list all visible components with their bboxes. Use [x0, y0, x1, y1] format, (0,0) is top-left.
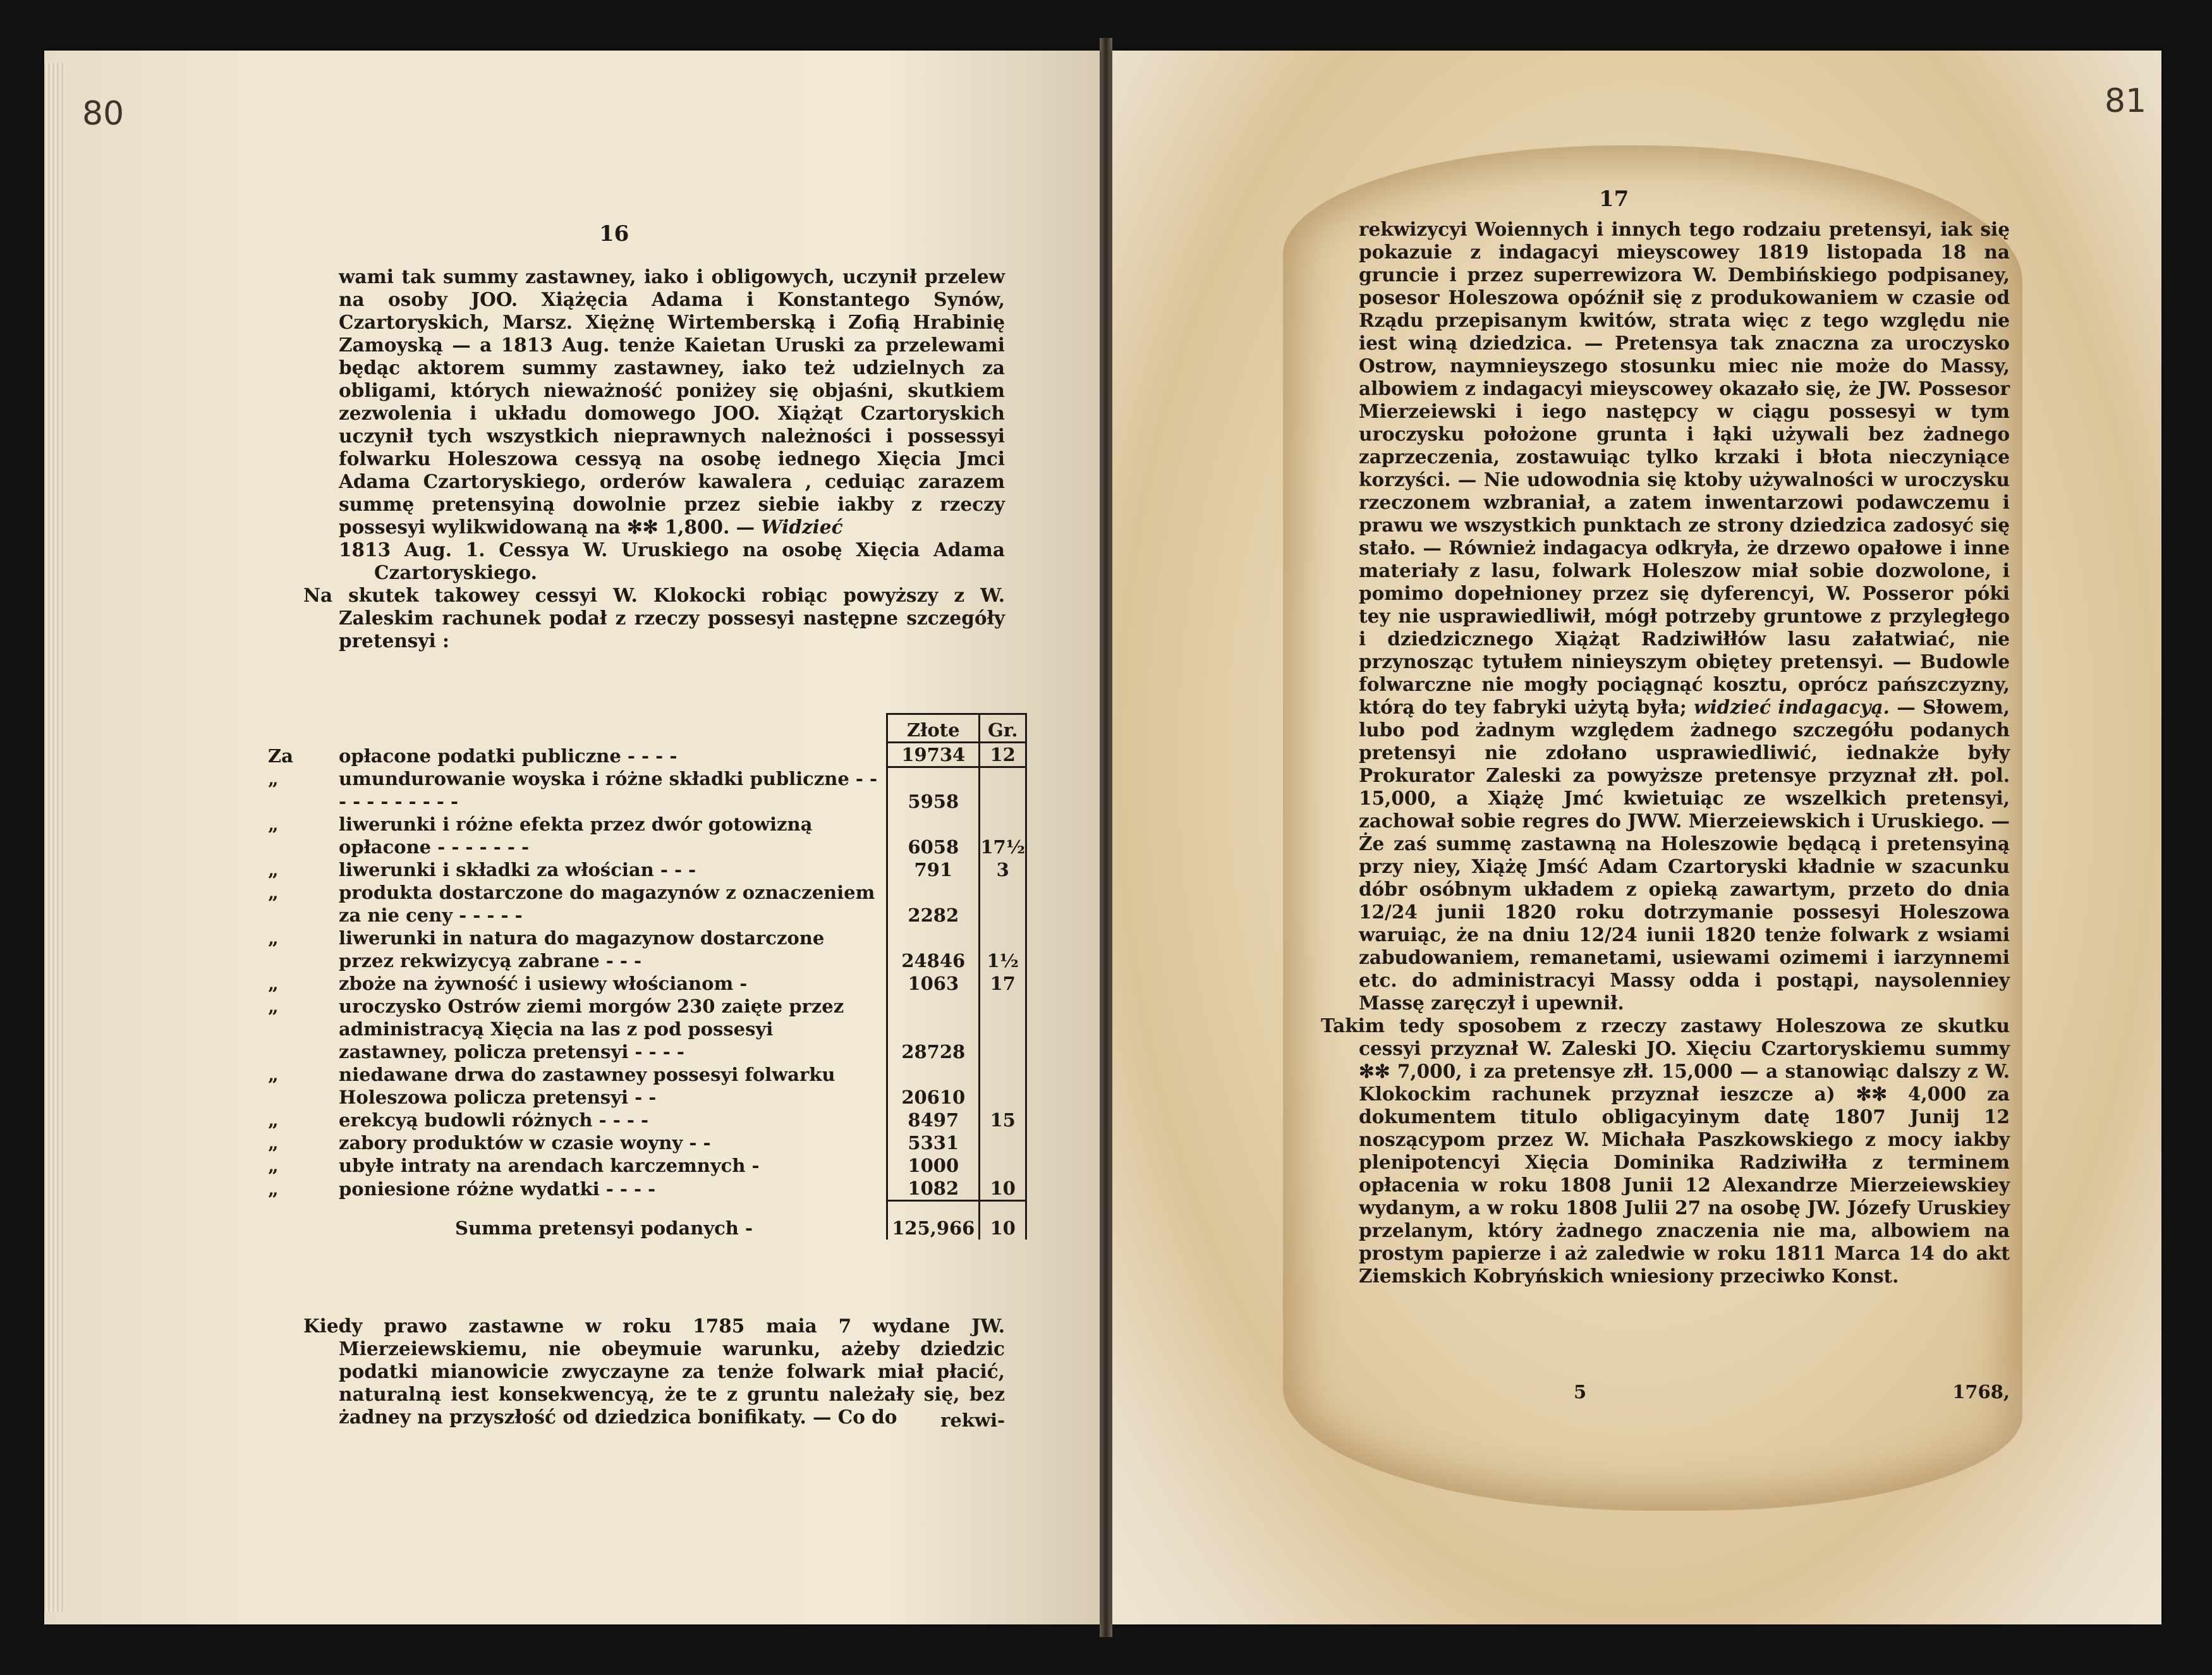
left-corner-number: 80 — [82, 95, 125, 133]
row-description — [268, 767, 887, 813]
table-row — [303, 927, 1026, 972]
sum-zlote: 125,966 — [887, 1200, 980, 1240]
row-zlote: 2282 — [887, 881, 980, 927]
table-row — [303, 1063, 1026, 1109]
table-row — [303, 972, 1026, 995]
row-lead: „ — [268, 1154, 279, 1176]
row-text: zabory produktów w czasie woyny - - — [339, 1131, 711, 1154]
row-description — [268, 743, 887, 767]
row-description — [268, 881, 887, 927]
row-zlote: 1000 — [887, 1154, 980, 1177]
table-row — [303, 1109, 1026, 1131]
row-text: zboże na żywność i usiewy włościanom - — [339, 972, 748, 994]
right-page — [1112, 51, 2161, 1624]
row-zlote: 5958 — [887, 767, 980, 813]
row-lead: Za — [268, 745, 293, 767]
row-zlote: 28728 — [887, 995, 980, 1063]
right-page-number: 17 — [1599, 186, 1629, 212]
row-gr: 1½ — [980, 927, 1026, 972]
row-zlote: 8497 — [887, 1109, 980, 1131]
left-closing-paragraph: Kiedy prawo zastawne w roku 1785 maia 7 wydane JW. Mierzeiewskiemu, nie obeymuie warunku, ażeby dziedzic podatki mianowicie zwyczayne za tenże folwark miał płacić, naturalną iest konsekwencyą, że te z gruntu należały się, bez żadney na przyszłość od dziedzica bonifikaty. — Co do — [303, 1315, 1005, 1428]
table-row — [303, 858, 1026, 881]
row-lead: „ — [268, 1178, 279, 1200]
row-zlote: 5331 — [887, 1131, 980, 1154]
widziec-indagacya-ref: widzieć indagacyą. — [1694, 696, 1890, 718]
table-row — [303, 1154, 1026, 1177]
left-paragraph-2: 1813 Aug. 1. Cessya W. Uruskiego na osobę Xięcia Adama Czartoryskiego. — [339, 539, 1005, 583]
row-lead: „ — [268, 1109, 279, 1131]
row-description — [268, 1154, 887, 1177]
left-catchword: rekwi- — [940, 1410, 1005, 1431]
sum-gr: 10 — [980, 1200, 1026, 1240]
row-lead: „ — [268, 995, 279, 1017]
row-gr: 10 — [980, 1177, 1026, 1201]
row-zlote: 24846 — [887, 927, 980, 972]
row-gr: 3 — [980, 858, 1026, 881]
col-header-gr: Gr. — [980, 714, 1026, 743]
table-row — [303, 767, 1026, 813]
right-corner-number: 81 — [2105, 82, 2147, 120]
row-gr — [980, 995, 1026, 1063]
row-description — [268, 858, 887, 881]
table-row — [303, 1177, 1026, 1201]
row-lead: „ — [268, 858, 279, 880]
row-text: ubyłe intraty na arendach karczemnych - — [339, 1154, 760, 1176]
right-paragraph-2: Takim tedy sposobem z rzeczy zastawy Holeszowa ze skutku cessyi przyznał W. Zaleski JO. Xięciu Czartoryskiemu summy ✻✻ 7,000, i za pretensye złł. 15,000 — a stanowiąc dalszy z W. Klokockim rachunek przyznał ieszcze a) ✻✻ 4,000 za dokumentem titulo obligacyinym datę 1807 Junij 12 noszącypom przez W. Michała Paszkowskiego z mocy iakby plenipotencyi Xięcia Dominika Radziwiłła z terminem opłacenia w roku 1808 Junii 12 Alexandrze Mierzeiewskiey wydanym, a w roku 1808 Julii 27 na osobę JW. Józefy Uruskiey przelanym, który żadnego znaczenia nie ma, albowiem na prostym papierze i aż zaledwie w roku 1811 Marca 14 do akt Ziemskich Kobryńskich wniesiony przeciwko Konst. — [1321, 1014, 2010, 1287]
row-zlote: 20610 — [887, 1063, 980, 1109]
row-text: liwerunki i różne efekta przez dwór gotowizną opłacone - - - - - - - — [339, 813, 813, 858]
table-sum-row — [303, 1200, 1026, 1240]
row-text: poniesione różne wydatki - - - - — [339, 1178, 656, 1200]
row-gr: 17 — [980, 972, 1026, 995]
row-lead: „ — [268, 1131, 279, 1154]
row-description — [268, 972, 887, 995]
row-text: produkta dostarczone do magazynów z oznaczeniem za nie ceny - - - - - — [339, 881, 875, 926]
col-header-zlote: Złote — [887, 714, 980, 743]
row-lead: „ — [268, 813, 279, 835]
row-gr — [980, 767, 1026, 813]
left-paragraph-3: Na skutek takowey cessyi W. Klokocki robiąc powyższy z W. Zaleskim rachunek podał z rzeczy possesyi następne szczegóły pretensyi : — [303, 584, 1005, 652]
left-page — [44, 51, 1100, 1624]
table-row — [303, 1131, 1026, 1154]
row-description — [268, 813, 887, 858]
signature-mark: 5 — [1574, 1381, 1587, 1403]
sum-label: Summa pretensyi podanych - — [455, 1217, 753, 1239]
row-description — [268, 1109, 887, 1131]
row-text: liwerunki i składki za włościan - - - — [339, 858, 696, 880]
row-gr: 17½ — [980, 813, 1026, 858]
row-text: liwerunki in natura do magazynow dostarczone przez rekwizycyą zabrane - - - — [339, 927, 825, 972]
row-description — [268, 995, 887, 1063]
row-lead: „ — [268, 927, 279, 949]
row-lead: „ — [268, 767, 279, 789]
row-gr: 12 — [980, 743, 1026, 767]
row-description — [268, 1177, 887, 1201]
row-gr — [980, 1063, 1026, 1109]
row-text: niedawane drwa do zastawney possesyi folwarku Holeszowa policza pretensyi - - — [339, 1063, 836, 1108]
left-paragraph-1: wami tak summy zastawney, iako i obligowych, uczynił przelew na osoby JOO. Xiążęcia Adama i Konstantego Synów, Czartoryskich, Marsz. Xiężnę Wirtemberską i Zofią Hrabinię Zamoyską — a 1813 Aug. tenże Kaietan Uruski za przelewami będąc aktorem summy zastawney, iako też udzielnych za obligami, których nieważność poniżey się objaśni, skutkiem zezwolenia i układu domowego JOO. Xiążąt Czartoryskich uczynił tych wszystkich nieprawnych należności i possessyi folwarku Holeszowa cessyą na osobę iednego Xięcia Jmci Adama Czartoryskiego, orderów kawalera , ceduiąc zarazem summę pretensyiną dowolnie przez siebie iakby z rzeczy possesyi wylikwidowaną na ✻✻ 1,800. — Widzieć — [339, 265, 1005, 538]
row-text: umundurowanie woyska i różne składki publiczne - - - - - - - - - - - — [339, 767, 878, 812]
row-gr — [980, 1131, 1026, 1154]
row-gr — [980, 1154, 1026, 1177]
left-page-number: 16 — [599, 221, 629, 247]
pretension-table-body — [268, 743, 1026, 1240]
row-description — [268, 927, 887, 972]
row-zlote: 19734 — [887, 743, 980, 767]
row-lead: „ — [268, 881, 279, 903]
row-description — [268, 1063, 887, 1109]
table-row — [303, 881, 1026, 927]
left-text-bottom — [303, 1315, 1005, 1428]
row-zlote: 6058 — [887, 813, 980, 858]
right-text — [1321, 218, 2010, 1288]
right-paragraph-1: rekwizycyi Woiennych i innych tego rodzaiu pretensyi, iak się pokazuie z indagacyi mieyscowey 1819 listopada 18 na gruncie i przez superrewizora W. Dembińskiego podpisaney, posesor Holeszowa opóźnił się z produkowaniem w czasie od Rządu przepisanym kwitów, strata więc z tego względu nie iest winą dziedzica. — Pretensya tak znaczna za uroczysko Ostrow, naymnieyszego stosunku miec nie może do Massy, albowiem z indagacyi mieyscowey okazało się, że JW. Possesor Mierzeiewski i iego następcy w ciągu possesyi w tym uroczysku położone grunta i łąki używali bez żadnego zaprzeczenia, zostawuiąc tylko krzaki i błota nieczyniące korzyści. — Nie udowodnia się ktoby używalności w uroczysku rzeczonem wzbraniał, a zatem inwentarzowi podawczemu i prawu we wszystkich punktach ze strony dziedzica zadosyć się stało. — Również indagacya odkryła, że drzewo opałowe i inne materiały z lasu, folwark Holeszow miał sobie dozwolone, i pomimo dopełnioney przez się dyferencyi, W. Posseror póki tey nie usprawiedliwił, mógł potrzeby gruntowe z przyległego i dziedzicznego Xiążąt Radziwiłłów lasu załatwiać, nie przynosząc tytułem ninieyszym obiętey pretensyi. — Budowle folwarczne nie mogły pociągnąć kosztu, oprócz pańszczyzny, którą do tey fabryki użytą była; widzieć indagacyą. — Słowem, lubo pod żadnym względem żadnego szczegółu podanych pretensyi nie zdołano usprawiedliwić, iednakże były Prokurator Zaleski za powyższe pretensye przyznał złł. pol. 15,000, a Xiążę Jmć kwietuiąc ze wszelkich pretensyi, zachował sobie regres do JWW. Mierzeiewskich i Uruskiego. — Że zaś summę zastawną na Holeszowie będącą i pretensyiną przy niey, Xiążę Jmść Adam Czartoryski kładnie w szacunku dóbr osóbnym układem z opieką zawartym, przeto do dnia 12/24 junii 1820 roku dotrzymanie possesyi Holeszowa waruiąc, że na dniu 12/24 iunii 1820 tenże folwark z wsiami zabudowaniem, remanetami, usiewami ozimemi i iarzynnemi etc. do administracyi Massy odda i postąpi, naysolenniey Massę zaręczył i upewnił. — [1359, 218, 2010, 1014]
left-text-top — [303, 265, 1005, 652]
row-lead: „ — [268, 1063, 279, 1085]
row-gr — [980, 881, 1026, 927]
row-gr: 15 — [980, 1109, 1026, 1131]
row-text: erekcyą budowli różnych - - - - — [339, 1109, 649, 1131]
book-gutter — [1100, 38, 1112, 1637]
table-row — [303, 743, 1026, 767]
row-text: uroczysko Ostrów ziemi morgów 230 zaięte przez administracyą Xięcia na las z pod possesyi zastawney, policza pretensyi - - - - — [339, 995, 844, 1063]
row-zlote: 1082 — [887, 1177, 980, 1201]
row-text: opłacone podatki publiczne - - - - — [339, 745, 678, 767]
left-footer — [904, 1410, 1005, 1431]
row-zlote: 1063 — [887, 972, 980, 995]
right-footer — [1574, 1381, 2010, 1403]
row-description — [268, 1131, 887, 1154]
table-row — [303, 995, 1026, 1063]
widziec-ref: Widzieć — [761, 516, 843, 538]
pretension-table — [268, 713, 1027, 1240]
table-row — [303, 813, 1026, 858]
row-lead: „ — [268, 972, 279, 994]
right-catchword: 1768, — [1952, 1381, 2010, 1403]
row-zlote: 791 — [887, 858, 980, 881]
